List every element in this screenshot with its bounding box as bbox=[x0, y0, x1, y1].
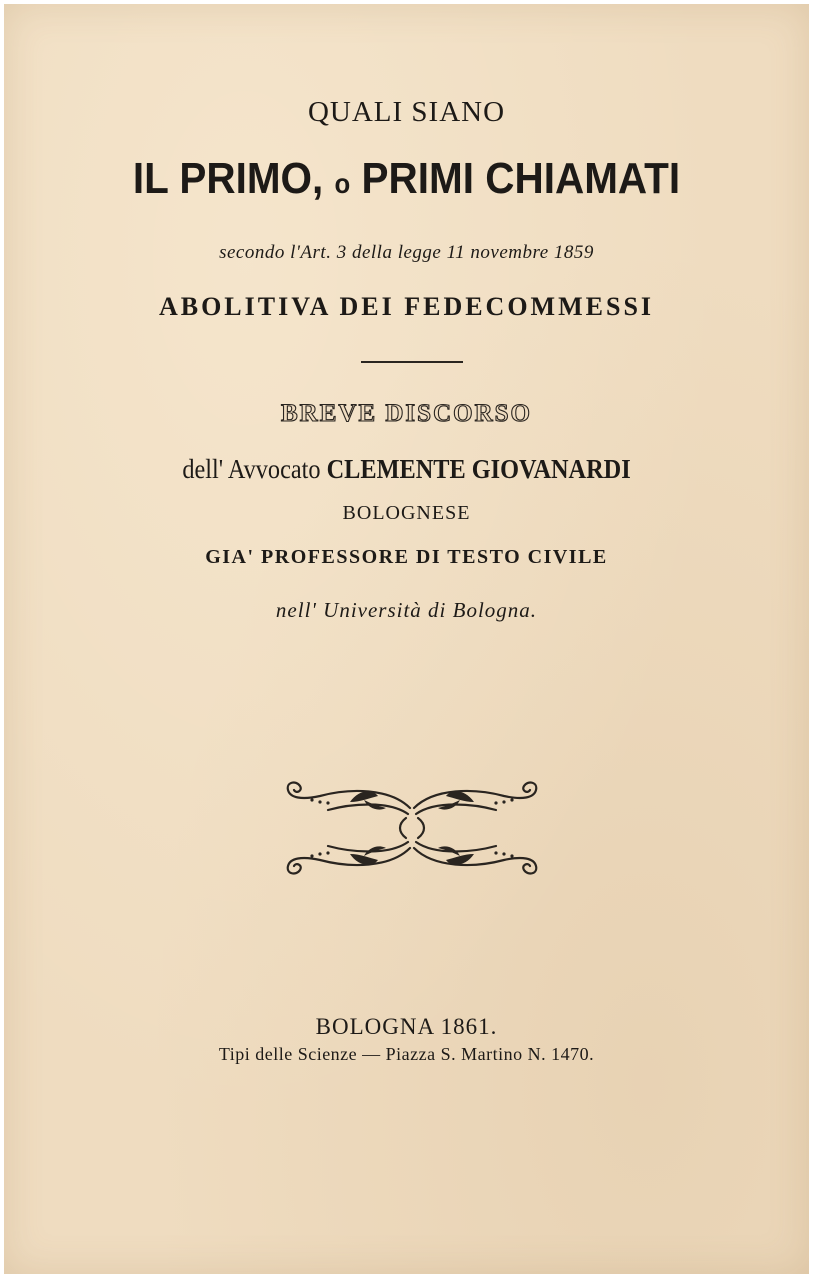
author-title: GIA' PROFESSORE DI TESTO CIVILE bbox=[205, 546, 608, 568]
author-name: CLEMENTE GIOVANARDI bbox=[326, 454, 631, 484]
author-origin: BOLOGNESE bbox=[342, 502, 471, 524]
main-title-part3: PRIMI CHIAMATI bbox=[361, 154, 681, 203]
author-line bbox=[44, 454, 769, 485]
imprint-place-date: BOLOGNA 1861. bbox=[315, 1014, 498, 1039]
divider-rule bbox=[361, 361, 463, 363]
author-university: nell' Università di Bologna. bbox=[275, 598, 538, 622]
title-line-quali-siano: QUALI SIANO bbox=[307, 96, 506, 128]
author-prefix: dell' Avvocato bbox=[182, 454, 321, 484]
main-title-conjunction: o bbox=[334, 168, 351, 199]
main-title bbox=[36, 154, 777, 204]
breve-discorso-heading: BREVE DISCORSO bbox=[281, 400, 532, 427]
subtitle-abolitiva: ABOLITIVA DEI FEDECOMMESSI bbox=[158, 292, 655, 321]
floral-scroll-ornament-icon bbox=[280, 778, 544, 878]
title-page bbox=[4, 4, 809, 1274]
subtitle-law-reference: secondo l'Art. 3 della legge 11 novembre 1859 bbox=[219, 242, 594, 263]
imprint-printer: Tipi delle Scienze — Piazza S. Martino N. 1470. bbox=[218, 1044, 595, 1064]
main-title-part1: IL PRIMO, bbox=[132, 154, 324, 203]
